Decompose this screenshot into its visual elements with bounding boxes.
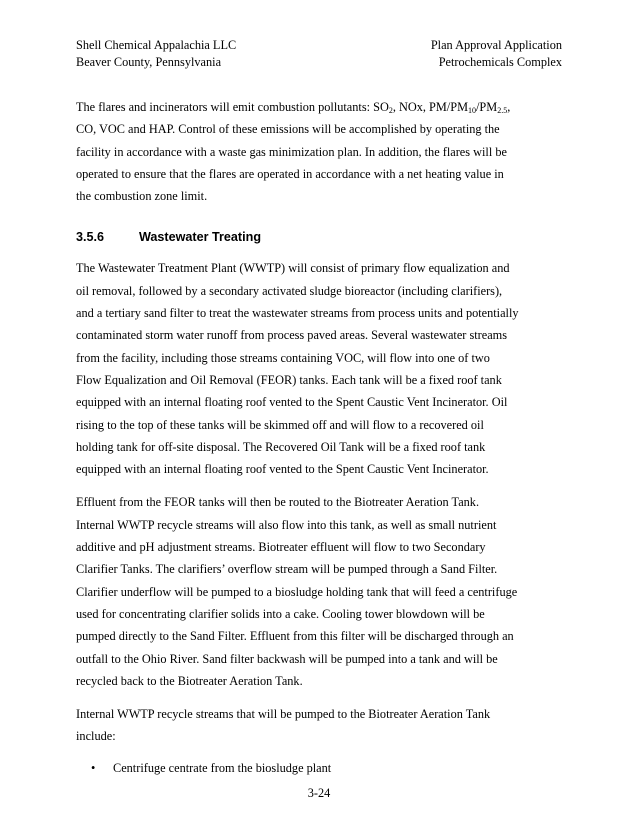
header-right xyxy=(431,37,562,71)
effluent-paragraph: Effluent from the FEOR tanks will then be routed to the Biotreater Aeration Tank. Internal WWTP recycle streams will also flow into this tank, as well as small nutrient additive and pH adjustment streams. Biotreater effluent will flow to two Secondary Clarifier Tanks. The clarifiers’ overflow stream will be pumped through a Sand Filter. Clarifier underflow will be pumped to a biosludge holding tank that will feed a centrifuge used for concentrating clarifier solids into a cake. Cooling tower blowdown will be pumped directly to the Sand Filter. Effluent from this filter will be discharged through an outfall to the Ohio River. Sand filter backwash will be pumped into a tank and will be recycled back to the Biotreater Aeration Tank. xyxy=(76,495,518,688)
company-name: Shell Chemical Appalachia LLC xyxy=(76,38,237,52)
intro-line: facility in accordance with a waste gas minimization plan. In addition, the flares will be xyxy=(76,144,507,159)
wwtp-paragraph: The Wastewater Treatment Plant (WWTP) will consist of primary flow equalization and oil removal, followed by a secondary activated sludge bioreactor (including clarifiers), and a tertiary sand filter to treat the wastewater streams from process units and potentially contaminated storm water runoff from process paved areas. Several wastewater streams from the facility, including those streams containing VOC, will flow into one of two Flow Equalization and Oil Removal (FEOR) tanks. Each tank will be a fixed roof tank equipped with an internal floating roof vented to the Spent Caustic Vent Incinerator. Oil rising to the top of these tanks will be skimmed off and will flow to a recovered oil holding tank for off-site disposal. The Recovered Oil Tank will be a fixed roof tank equipped with an internal floating roof vented to the Spent Caustic Vent Incinerator. xyxy=(76,261,519,477)
header-left xyxy=(76,37,236,71)
intro-line-1: The flares and incinerators will emit combustion pollutants: $SO_2$, NOx, $PM/PM_{10}/PM_{2.5}$, xyxy=(76,100,511,115)
intro-line: the combustion zone limit. xyxy=(76,189,208,204)
intro-line: CO, VOC and HAP. Control of these emissions will be accomplished by operating the xyxy=(76,122,500,137)
intro-paragraph xyxy=(76,96,565,207)
page-body xyxy=(76,96,565,779)
section-number: 3.5.6 xyxy=(76,230,105,245)
list-item xyxy=(76,757,565,779)
intro-line: operated to ensure that the flares are operated in accordance with a net heating value in xyxy=(76,166,504,181)
bullet-icon: • xyxy=(91,760,96,775)
list-item-text: Centrifuge centrate from the biosludge plant xyxy=(113,760,332,775)
document-title: Plan Approval Application xyxy=(430,38,562,52)
location: Beaver County, Pennsylvania xyxy=(76,55,222,69)
section-title: Wastewater Treating xyxy=(139,230,262,245)
recycle-paragraph: Internal WWTP recycle streams that will be pumped to the Biotreater Aeration Tank include: xyxy=(76,707,491,744)
page-number: 3-24 xyxy=(307,786,331,800)
document-subtitle: Petrochemicals Complex xyxy=(438,55,562,69)
section-heading xyxy=(76,229,565,245)
